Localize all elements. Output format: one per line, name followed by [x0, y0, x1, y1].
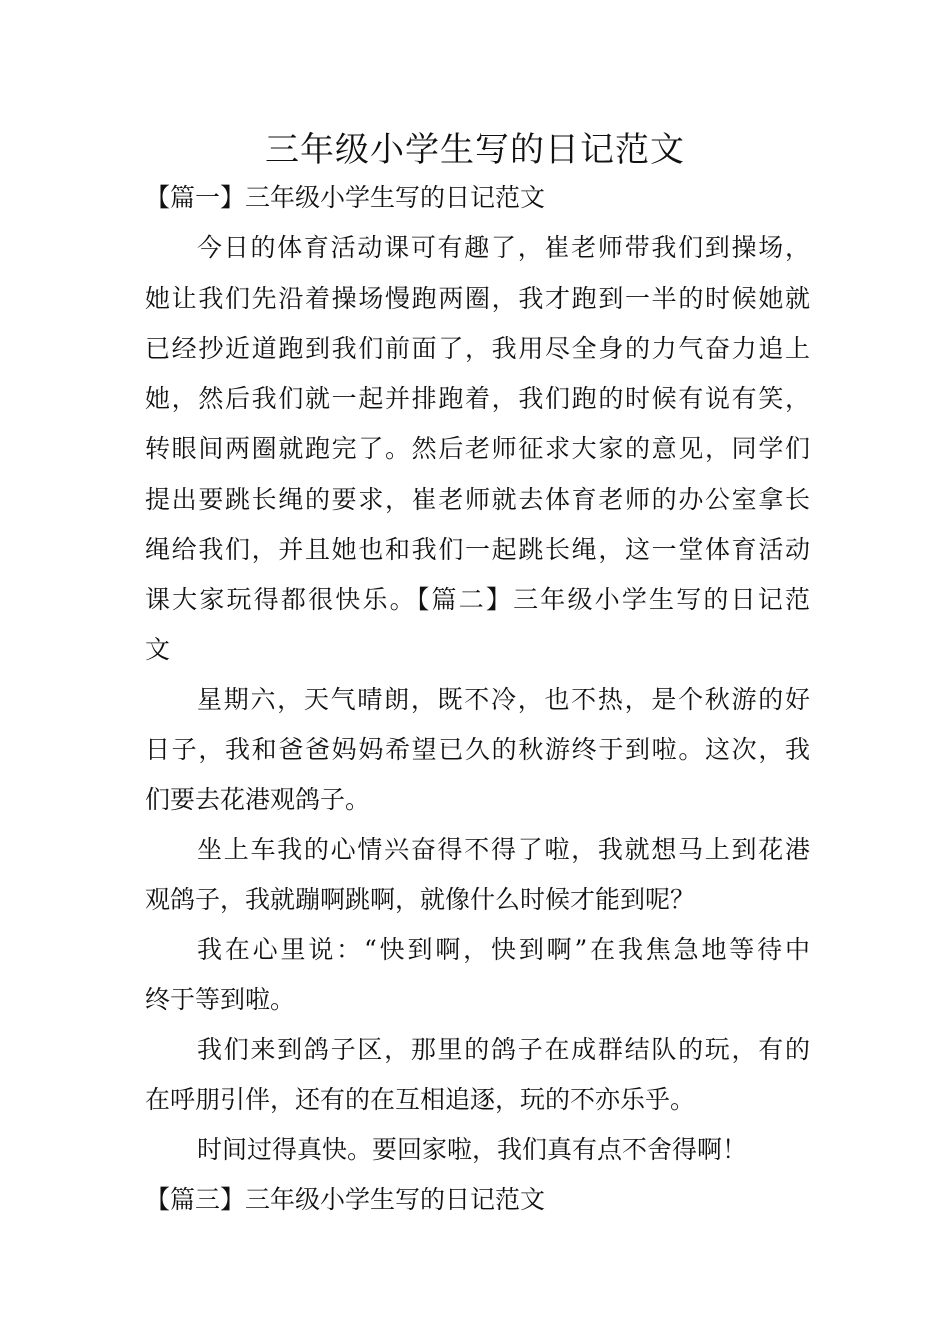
- text-line: 星期六，天气晴朗，既不冷，也不热，是个秋游的好: [197, 685, 810, 714]
- text-line: 课大家玩得都很快乐。【篇二】三年级小学生写的日记范: [145, 585, 810, 614]
- text-line: 她让我们先沿着操场慢跑两圈，我才跑到一半的时候她就: [145, 284, 810, 313]
- text-line: 绳给我们，并且她也和我们一起跳长绳，这一堂体育活动: [145, 535, 810, 564]
- text-line: 观鸽子，我就蹦啊跳啊，就像什么时候才能到呢？: [145, 885, 696, 914]
- text-line: 她，然后我们就一起并排跑着，我们跑的时候有说有笑，: [145, 384, 810, 413]
- text-line: 转眼间两圈就跑完了。然后老师征求大家的意见，同学们: [145, 434, 810, 463]
- document-title: 三年级小学生写的日记范文: [265, 130, 685, 170]
- text-line: 们要去花港观鸽子。: [145, 785, 371, 814]
- text-line: 我在心里说：“快到啊，快到啊”在我焦急地等待中: [197, 935, 810, 964]
- section-heading-3: 【篇三】三年级小学生写的日记范文: [145, 1185, 546, 1214]
- text-line: 提出要跳长绳的要求，崔老师就去体育老师的办公室拿长: [145, 485, 810, 514]
- text-line: 时间过得真快。要回家啦，我们真有点不舍得啊！: [197, 1135, 748, 1164]
- text-line: 已经抄近道跑到我们前面了，我用尽全身的力气奋力追上: [145, 334, 810, 363]
- text-line: 文: [145, 635, 171, 664]
- section-heading-1: 【篇一】三年级小学生写的日记范文: [145, 183, 546, 212]
- text-line: 我们来到鸽子区，那里的鸽子在成群结队的玩，有的: [197, 1035, 810, 1064]
- text-line: 今日的体育活动课可有趣了，崔老师带我们到操场，: [197, 233, 810, 262]
- text-line: 坐上车我的心情兴奋得不得了啦，我就想马上到花港: [197, 835, 810, 864]
- text-line: 终于等到啦。: [145, 985, 296, 1014]
- text-line: 在呼朋引伴，还有的在互相追逐，玩的不亦乐乎。: [145, 1085, 696, 1114]
- text-line: 日子，我和爸爸妈妈希望已久的秋游终于到啦。这次，我: [145, 735, 810, 764]
